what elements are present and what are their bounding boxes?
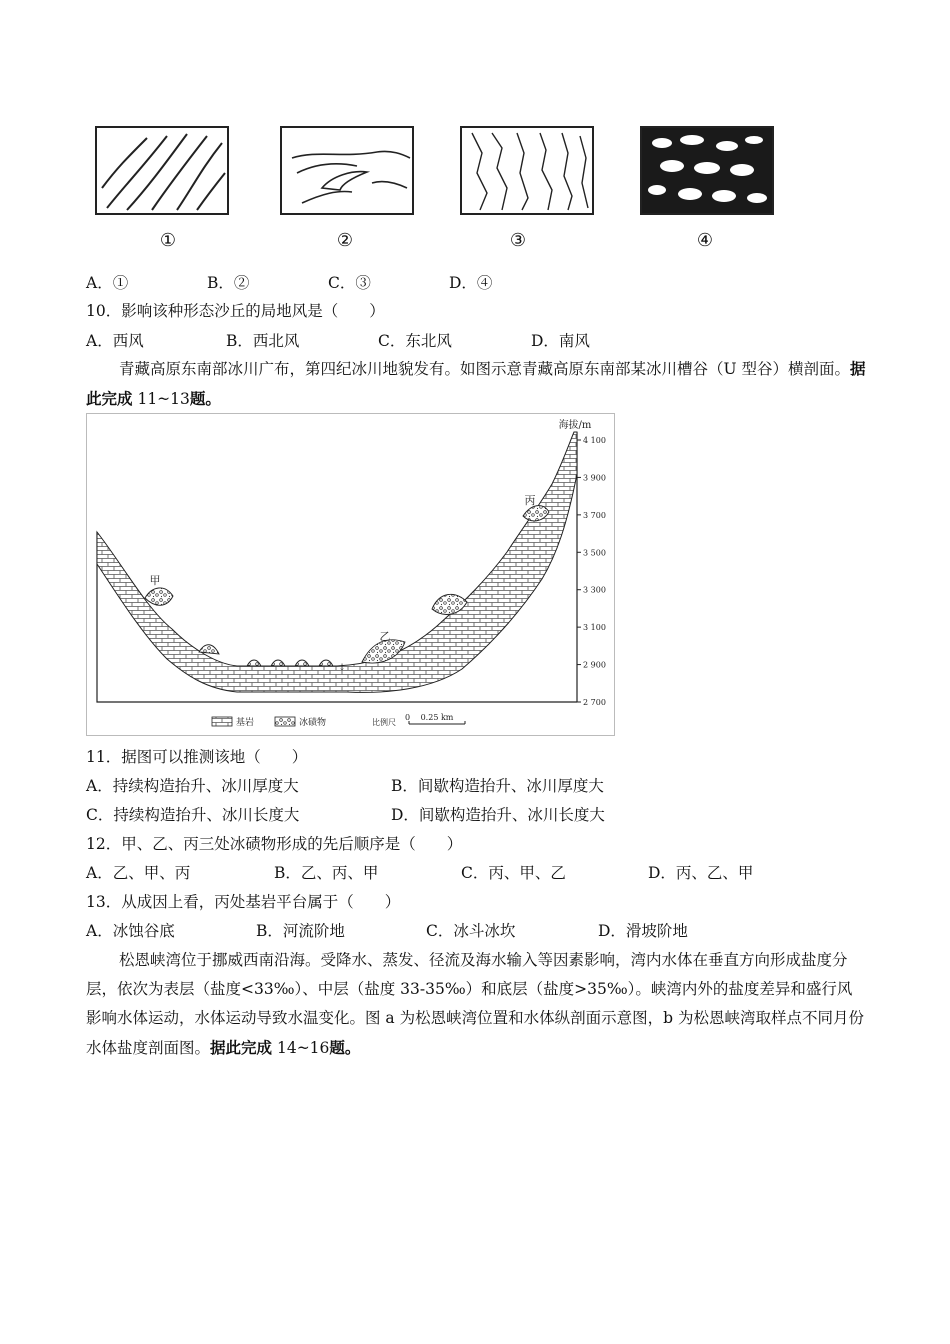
elevation-tick-label: 2 900 <box>583 660 606 670</box>
sketch-label-2: ② <box>336 230 354 251</box>
q13-option-d[interactable]: D．滑坡阶地 <box>598 922 688 940</box>
moraine-valley-floor-1 <box>199 645 219 654</box>
q13-stem: 13．从成因上看，丙处基岩平台属于（ ） <box>86 893 401 911</box>
q10-option-c[interactable]: C．东北风 <box>378 332 452 350</box>
dune-sketch-2 <box>280 126 414 215</box>
elevation-tick-label: 3 700 <box>583 510 606 520</box>
q9-option-c[interactable]: C．③ <box>328 274 371 292</box>
label-yi: 乙 <box>379 630 391 643</box>
intro-paragraph-1: 青藏高原东南部冰川广布，第四纪冰川地貌发有。如图示意青藏高原东南部某冰川槽谷（U 型谷）横剖面。据此完成 11~13题。 <box>86 359 866 408</box>
elevation-tick-label: 3 900 <box>583 473 606 483</box>
moraine-jia <box>145 588 173 605</box>
dune-sketch-3 <box>460 126 594 215</box>
q13-option-b[interactable]: B．河流阶地 <box>256 922 345 940</box>
elevation-tick-label: 3 100 <box>583 623 606 633</box>
q12-option-b[interactable]: B．乙、丙、甲 <box>274 864 379 882</box>
q12-stem: 12．甲、乙、丙三处冰碛物形成的先后顺序是（ ） <box>86 835 463 853</box>
label-bing: 丙 <box>524 494 536 507</box>
legend-scale-label: 比例尺 <box>372 718 396 727</box>
moraine-valley-floor-5 <box>319 660 333 666</box>
q13-option-a[interactable]: A．冰蚀谷底 <box>86 922 175 940</box>
dune-sketch-4 <box>640 126 774 215</box>
sketch-label-3: ③ <box>509 230 527 251</box>
legend <box>212 713 465 728</box>
q12-option-d[interactable]: D．丙、乙、甲 <box>648 864 754 882</box>
legend-moraine-label: 冰碛物 <box>299 718 327 728</box>
glacier-valley-figure <box>86 413 615 736</box>
sketch-label-4: ④ <box>696 230 714 251</box>
moraine-valley-floor-2 <box>247 660 261 666</box>
q10-option-d[interactable]: D．南风 <box>531 332 590 350</box>
bedrock-layer <box>97 432 577 692</box>
q12-option-c[interactable]: C．丙、甲、乙 <box>461 864 566 882</box>
q10-option-a[interactable]: A．西风 <box>86 332 144 350</box>
legend-scale-zero: 0 <box>405 713 411 722</box>
moraine-valley-floor-3 <box>271 660 285 666</box>
sketch-label-1: ① <box>159 230 177 251</box>
q9-option-b[interactable]: B．② <box>207 274 250 292</box>
legend-bedrock-swatch <box>212 717 232 726</box>
q9-option-a[interactable]: A．① <box>86 274 129 292</box>
legend-scale-value: 0.25 km <box>420 713 454 722</box>
dune-sketch-1 <box>95 126 229 215</box>
moraine-valley-floor-4 <box>295 660 309 666</box>
q11-option-d[interactable]: D．间歇构造抬升、冰川长度大 <box>391 806 605 824</box>
q13-option-c[interactable]: C．冰斗冰坎 <box>426 922 516 940</box>
q11-option-c[interactable]: C．持续构造抬升、冰川长度大 <box>86 806 300 824</box>
elevation-tick-label: 3 500 <box>583 548 606 558</box>
q10-option-b[interactable]: B．西北风 <box>226 332 300 350</box>
q11-option-b[interactable]: B．间歇构造抬升、冰川厚度大 <box>391 777 604 795</box>
river-marker: ↓ <box>338 663 346 673</box>
legend-moraine-swatch <box>275 717 295 726</box>
q11-stem: 11．据图可以推测该地（ ） <box>86 748 308 766</box>
q11-option-a[interactable]: A．持续构造抬升、冰川厚度大 <box>86 777 299 795</box>
elevation-tick-label: 3 300 <box>583 585 606 595</box>
elevation-tick-label: 4 100 <box>583 436 606 445</box>
label-jia: 甲 <box>149 574 161 587</box>
q12-option-a[interactable]: A．乙、甲、丙 <box>86 864 191 882</box>
legend-bedrock-label: 基岩 <box>236 718 255 728</box>
intro-paragraph-2: 松恩峡湾位于挪威西南沿海。受降水、蒸发、径流及海水输入等因素影响，湾内水体在垂直方向形成盐度分层，依次为表层（盐度<33‰）、中层（盐度 33-35‰）和底层（盐度>35‰）。峡湾内外的盐度差异和盛行风影响水体运动，水体运动导致水温变化。图 a 为松恩峡湾位置和水体纵剖面示意图，b 为松恩峡湾取样点不同月份水体盐度剖面图。据此完成 14~16题。 <box>86 951 864 1057</box>
q10-stem: 10．影响该种形态沙丘的局地风是（ ） <box>86 302 385 320</box>
elevation-tick-label: 2 700 <box>583 698 606 707</box>
axis-title: 海拔/m <box>558 420 592 431</box>
elevation-ticks <box>577 436 606 707</box>
q9-option-d[interactable]: D．④ <box>449 274 493 292</box>
